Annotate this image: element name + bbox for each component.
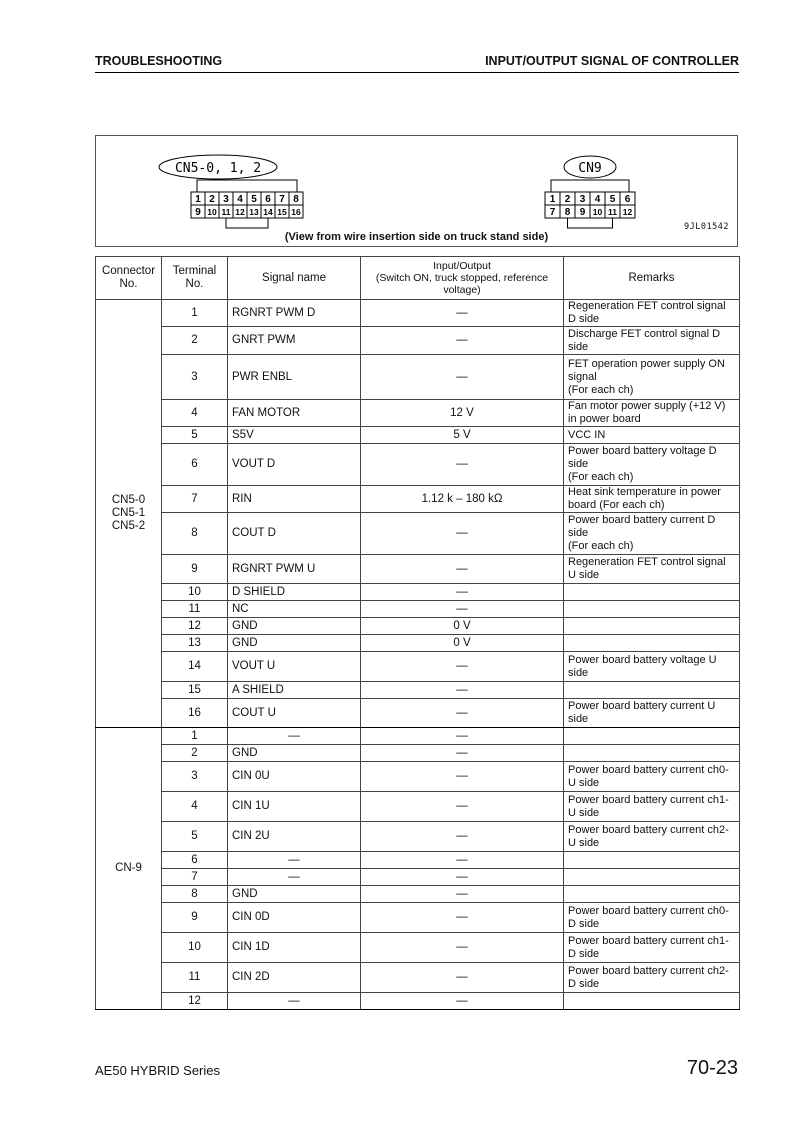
remarks-line: Power board battery current D side bbox=[568, 514, 716, 539]
col-io bbox=[361, 257, 564, 300]
io-cell: — bbox=[361, 699, 564, 728]
remarks-line: Regeneration FET control signal D side bbox=[568, 300, 726, 325]
figure-caption: (View from wire insertion side on truck stand side) bbox=[284, 231, 549, 243]
pin-number: 7 bbox=[549, 207, 556, 218]
signal-cell: CIN 2U bbox=[228, 822, 361, 852]
remarks-line: Power board battery voltage U side bbox=[568, 653, 717, 679]
terminal-cell: 11 bbox=[162, 963, 228, 993]
signal-cell: CIN 1D bbox=[228, 933, 361, 963]
io-cell: — bbox=[361, 444, 564, 486]
footer-series: AE50 HYBRID Series bbox=[95, 1063, 220, 1078]
remarks-cell bbox=[564, 993, 740, 1010]
io-cell: 1.12 k – 180 kΩ bbox=[361, 486, 564, 513]
io-cell: 5 V bbox=[361, 427, 564, 444]
io-cell: — bbox=[361, 822, 564, 852]
signal-table bbox=[95, 256, 740, 1010]
table-row bbox=[96, 427, 740, 444]
io-cell: — bbox=[361, 993, 564, 1010]
page-header bbox=[95, 54, 739, 73]
pin-number: 11 bbox=[608, 207, 617, 217]
table-row bbox=[96, 355, 740, 400]
pin-number: 4 bbox=[594, 194, 601, 205]
col-signal: Signal name bbox=[228, 257, 361, 300]
table-row bbox=[96, 852, 740, 869]
remarks-cell bbox=[564, 933, 740, 963]
signal-cell: RGNRT PWM D bbox=[228, 300, 361, 327]
remarks-cell bbox=[564, 555, 740, 584]
figure-code: 9JL01542 bbox=[684, 222, 729, 232]
remarks-cell bbox=[564, 869, 740, 886]
signal-cell: COUT U bbox=[228, 699, 361, 728]
table-row bbox=[96, 300, 740, 327]
terminal-cell: 9 bbox=[162, 555, 228, 584]
col-remarks: Remarks bbox=[564, 257, 740, 300]
remarks-cell bbox=[564, 427, 740, 444]
table-row bbox=[96, 745, 740, 762]
signal-cell: GND bbox=[228, 745, 361, 762]
remarks-cell bbox=[564, 618, 740, 635]
pin-number: 1 bbox=[195, 194, 201, 205]
remarks-line: Power board battery current ch2-U side bbox=[568, 823, 729, 849]
pin-number: 3 bbox=[579, 194, 586, 205]
remarks-cell bbox=[564, 486, 740, 513]
cn9-key bbox=[568, 218, 613, 228]
connector-label: CN5-0 bbox=[111, 494, 146, 506]
terminal-cell: 10 bbox=[162, 584, 228, 601]
remarks-cell bbox=[564, 852, 740, 869]
terminal-cell: 16 bbox=[162, 699, 228, 728]
remarks-line: VCC IN bbox=[568, 428, 606, 441]
remarks-cell bbox=[564, 584, 740, 601]
remarks-cell bbox=[564, 792, 740, 822]
io-cell: — bbox=[361, 933, 564, 963]
header-section-title: TROUBLESHOOTING bbox=[95, 54, 223, 68]
remarks-line: Heat sink temperature in power board (For each ch) bbox=[568, 486, 721, 511]
table-row bbox=[96, 513, 740, 555]
table-body bbox=[96, 300, 740, 1010]
remarks-line: Discharge FET control signal D side bbox=[568, 327, 721, 353]
remarks-line: Power board battery current ch0-D side bbox=[568, 904, 729, 930]
terminal-cell: 7 bbox=[162, 486, 228, 513]
io-cell: — bbox=[361, 513, 564, 555]
remarks-line: Power board battery current ch0-U side bbox=[568, 763, 729, 789]
signal-cell: RGNRT PWM U bbox=[228, 555, 361, 584]
pin-number: 2 bbox=[564, 194, 571, 205]
signal-cell: VOUT U bbox=[228, 652, 361, 682]
io-cell: — bbox=[361, 584, 564, 601]
io-cell: — bbox=[361, 852, 564, 869]
header-page-title: INPUT/OUTPUT SIGNAL OF CONTROLLER bbox=[485, 54, 739, 68]
table-row bbox=[96, 635, 740, 652]
col-io-line1: Input/Output bbox=[433, 260, 491, 272]
remarks-cell bbox=[564, 728, 740, 745]
table-row bbox=[96, 869, 740, 886]
cn5-key bbox=[226, 218, 268, 228]
remarks-cell bbox=[564, 400, 740, 427]
terminal-cell: 3 bbox=[162, 355, 228, 400]
remarks-cell bbox=[564, 327, 740, 355]
table-row bbox=[96, 933, 740, 963]
table-row bbox=[96, 652, 740, 682]
terminal-cell: 2 bbox=[162, 327, 228, 355]
terminal-cell: 7 bbox=[162, 869, 228, 886]
remarks-cell bbox=[564, 903, 740, 933]
terminal-cell: 5 bbox=[162, 822, 228, 852]
pin-number: 15 bbox=[277, 207, 287, 217]
remarks-cell bbox=[564, 601, 740, 618]
terminal-cell: 2 bbox=[162, 745, 228, 762]
remarks-line: Power board battery voltage D side bbox=[568, 445, 717, 470]
pin-number: 8 bbox=[564, 207, 571, 218]
remarks-cell bbox=[564, 444, 740, 486]
signal-cell: GND bbox=[228, 618, 361, 635]
terminal-cell: 10 bbox=[162, 933, 228, 963]
table-row bbox=[96, 601, 740, 618]
terminal-cell: 14 bbox=[162, 652, 228, 682]
table-row bbox=[96, 699, 740, 728]
table-row bbox=[96, 762, 740, 792]
signal-cell: CIN 0U bbox=[228, 762, 361, 792]
io-cell: — bbox=[361, 601, 564, 618]
io-cell: — bbox=[361, 869, 564, 886]
remarks-cell bbox=[564, 355, 740, 400]
pin-number: 1 bbox=[549, 194, 556, 205]
signal-cell: GND bbox=[228, 886, 361, 903]
signal-cell: S5V bbox=[228, 427, 361, 444]
remarks-line: (For each ch) bbox=[568, 540, 634, 552]
signal-cell: — bbox=[228, 869, 361, 886]
pin-number: 14 bbox=[263, 207, 273, 217]
terminal-cell: 12 bbox=[162, 993, 228, 1010]
pin-number: 13 bbox=[249, 207, 259, 217]
pin-number: 16 bbox=[291, 207, 301, 217]
remarks-line: Regeneration FET control signal U side bbox=[568, 556, 726, 581]
pin-number: 9 bbox=[195, 207, 201, 218]
table-row bbox=[96, 792, 740, 822]
io-cell: — bbox=[361, 886, 564, 903]
io-cell: 0 V bbox=[361, 618, 564, 635]
signal-cell: — bbox=[228, 852, 361, 869]
remarks-cell bbox=[564, 963, 740, 993]
pin-number: 5 bbox=[251, 194, 257, 205]
io-cell: — bbox=[361, 555, 564, 584]
terminal-cell: 8 bbox=[162, 513, 228, 555]
signal-cell: NC bbox=[228, 601, 361, 618]
cn5-label: CN5-0, 1, 2 bbox=[174, 161, 262, 176]
terminal-cell: 4 bbox=[162, 400, 228, 427]
io-cell: — bbox=[361, 728, 564, 745]
pin-number: 12 bbox=[235, 207, 245, 217]
table-row bbox=[96, 584, 740, 601]
io-cell: — bbox=[361, 762, 564, 792]
signal-cell: FAN MOTOR bbox=[228, 400, 361, 427]
table-row bbox=[96, 400, 740, 427]
signal-cell: — bbox=[228, 993, 361, 1010]
table-row bbox=[96, 886, 740, 903]
terminal-cell: 5 bbox=[162, 427, 228, 444]
pin-number: 12 bbox=[622, 207, 633, 217]
cn9-label: CN9 bbox=[578, 161, 602, 176]
pin-number: 5 bbox=[609, 194, 616, 205]
signal-cell: COUT D bbox=[228, 513, 361, 555]
remarks-cell bbox=[564, 652, 740, 682]
signal-cell: CIN 2D bbox=[228, 963, 361, 993]
io-cell: — bbox=[361, 682, 564, 699]
terminal-cell: 15 bbox=[162, 682, 228, 699]
remarks-cell bbox=[564, 886, 740, 903]
pin-number: 3 bbox=[223, 194, 229, 205]
table-row bbox=[96, 327, 740, 355]
terminal-cell: 9 bbox=[162, 903, 228, 933]
pin-number: 2 bbox=[209, 194, 215, 205]
remarks-line: (For each ch) bbox=[568, 383, 634, 396]
signal-cell: — bbox=[228, 728, 361, 745]
remarks-line: Power board battery current ch2-D side bbox=[568, 964, 729, 990]
io-cell: — bbox=[361, 745, 564, 762]
io-cell: — bbox=[361, 355, 564, 400]
signal-cell: CIN 0D bbox=[228, 903, 361, 933]
remarks-cell bbox=[564, 635, 740, 652]
terminal-cell: 4 bbox=[162, 792, 228, 822]
remarks-line: FET operation power supply ON signal bbox=[568, 357, 725, 383]
pin-number: 10 bbox=[592, 207, 603, 217]
remarks-cell bbox=[564, 300, 740, 327]
pin-number: 8 bbox=[293, 194, 299, 205]
table-row bbox=[96, 682, 740, 699]
pin-number: 11 bbox=[221, 207, 231, 217]
io-cell: — bbox=[361, 903, 564, 933]
table-row bbox=[96, 963, 740, 993]
io-cell: — bbox=[361, 300, 564, 327]
col-terminal: Terminal No. bbox=[162, 257, 228, 300]
signal-cell: D SHIELD bbox=[228, 584, 361, 601]
pin-number: 9 bbox=[579, 207, 586, 218]
remarks-line: Fan motor power supply (+12 V) in power board bbox=[568, 400, 726, 425]
connector-label: CN5-2 bbox=[111, 520, 146, 532]
pin-number: 10 bbox=[207, 207, 217, 217]
table-row bbox=[96, 903, 740, 933]
remarks-cell bbox=[564, 513, 740, 555]
pin-number: 6 bbox=[624, 194, 631, 205]
terminal-cell: 13 bbox=[162, 635, 228, 652]
table-row bbox=[96, 728, 740, 745]
io-cell: — bbox=[361, 963, 564, 993]
io-cell: — bbox=[361, 792, 564, 822]
signal-cell: GNRT PWM bbox=[228, 327, 361, 355]
signal-cell: CIN 1U bbox=[228, 792, 361, 822]
remarks-cell bbox=[564, 682, 740, 699]
table-row bbox=[96, 822, 740, 852]
connector-cell-cn5 bbox=[96, 300, 162, 728]
connector-figure bbox=[95, 135, 738, 247]
remarks-line: (For each ch) bbox=[568, 471, 634, 483]
connector-label: CN5-1 bbox=[111, 507, 146, 519]
terminal-cell: 12 bbox=[162, 618, 228, 635]
remarks-cell bbox=[564, 699, 740, 728]
remarks-line: Power board battery current U side bbox=[568, 700, 716, 725]
table-header-row bbox=[96, 257, 740, 300]
signal-cell: A SHIELD bbox=[228, 682, 361, 699]
table-row bbox=[96, 555, 740, 584]
io-cell: — bbox=[361, 327, 564, 355]
terminal-cell: 1 bbox=[162, 300, 228, 327]
signal-cell: RIN bbox=[228, 486, 361, 513]
terminal-cell: 8 bbox=[162, 886, 228, 903]
remarks-line: Power board battery current ch1-D side bbox=[568, 934, 729, 960]
io-cell: 12 V bbox=[361, 400, 564, 427]
signal-cell: VOUT D bbox=[228, 444, 361, 486]
terminal-cell: 1 bbox=[162, 728, 228, 745]
terminal-cell: 3 bbox=[162, 762, 228, 792]
signal-cell: GND bbox=[228, 635, 361, 652]
signal-cell: PWR ENBL bbox=[228, 355, 361, 400]
connector-cell-cn9: CN-9 bbox=[96, 728, 162, 1010]
remarks-cell bbox=[564, 745, 740, 762]
pin-number: 7 bbox=[279, 194, 285, 205]
remarks-cell bbox=[564, 822, 740, 852]
terminal-cell: 6 bbox=[162, 444, 228, 486]
col-connector: Connector No. bbox=[96, 257, 162, 300]
terminal-cell: 11 bbox=[162, 601, 228, 618]
pin-number: 4 bbox=[237, 194, 243, 205]
table-row bbox=[96, 486, 740, 513]
table-row bbox=[96, 618, 740, 635]
table-row bbox=[96, 444, 740, 486]
remarks-line: Power board battery current ch1-U side bbox=[568, 793, 729, 819]
cn9-latch bbox=[551, 180, 629, 192]
io-cell: 0 V bbox=[361, 635, 564, 652]
remarks-cell bbox=[564, 762, 740, 792]
table-row bbox=[96, 993, 740, 1010]
col-io-line2: (Switch ON, truck stopped, reference voltage) bbox=[375, 272, 549, 296]
terminal-cell: 6 bbox=[162, 852, 228, 869]
page-number: 70-23 bbox=[686, 1057, 738, 1079]
cn5-latch bbox=[197, 180, 297, 192]
io-cell: — bbox=[361, 652, 564, 682]
pin-number: 6 bbox=[265, 194, 271, 205]
